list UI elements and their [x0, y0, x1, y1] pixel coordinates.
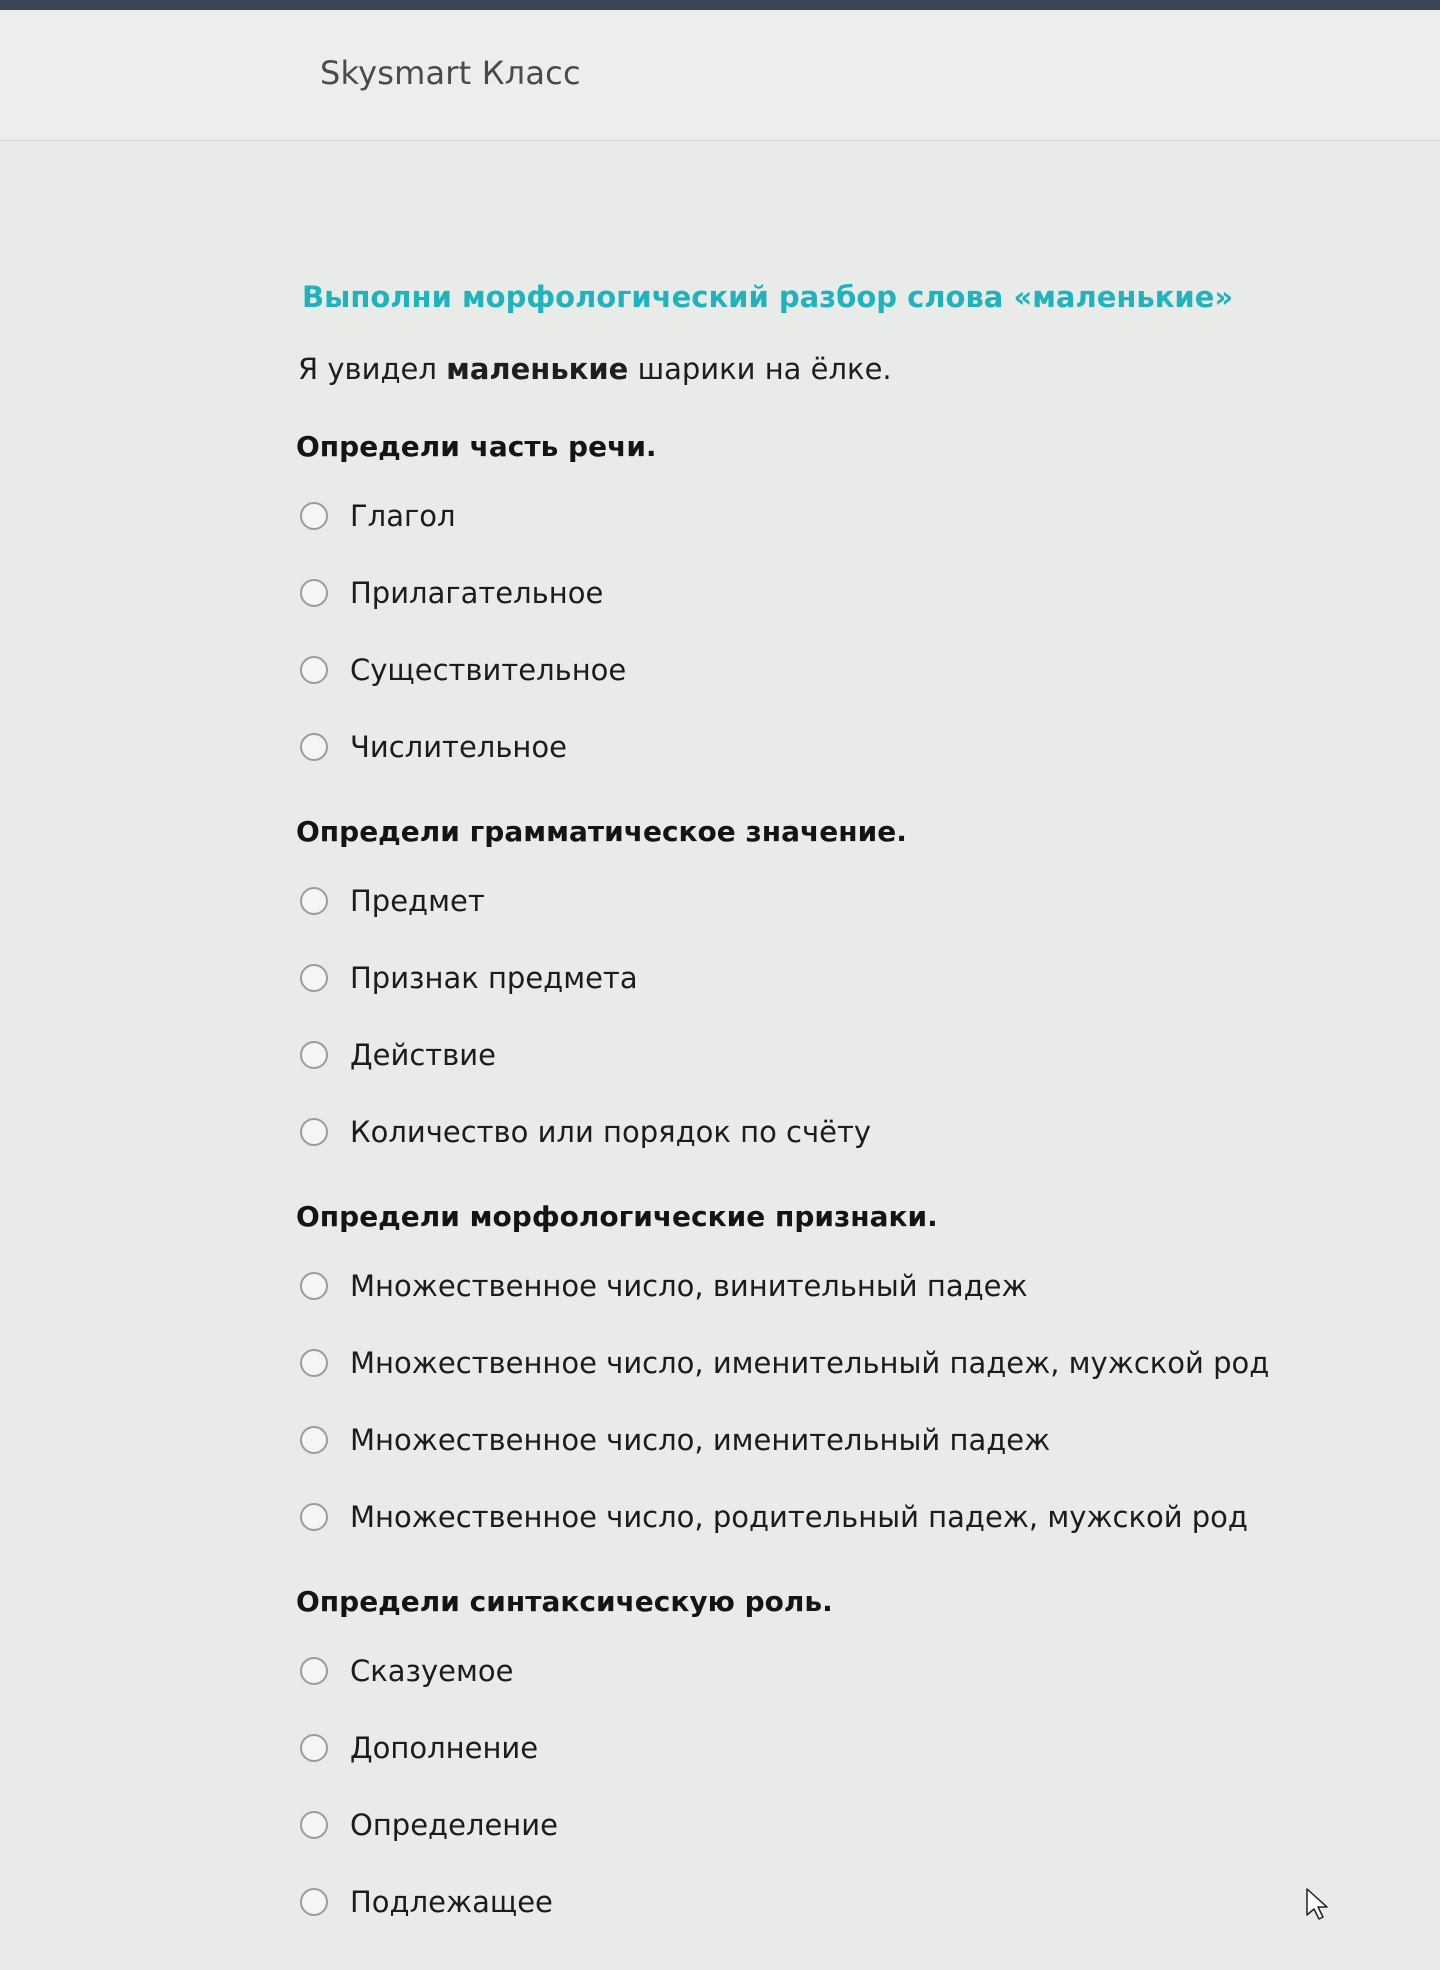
question-title: Определи синтаксическую роль.	[296, 1585, 833, 1618]
radio-circle-icon[interactable]	[300, 656, 328, 684]
option-radio[interactable]	[290, 1709, 1330, 1786]
option-label[interactable]: Существительное	[350, 652, 627, 687]
option-radio[interactable]	[290, 631, 1330, 708]
task-title: Выполни морфологический разбор слова «маленькие»	[302, 280, 1234, 314]
option-label[interactable]: Признак предмета	[350, 960, 638, 995]
window-edge	[0, 0, 1440, 10]
option-radio[interactable]	[290, 1632, 1330, 1709]
option-radio[interactable]	[290, 477, 1330, 554]
radio-circle-icon[interactable]	[300, 964, 328, 992]
option-label[interactable]: Подлежащее	[350, 1884, 553, 1919]
question-grammatical-meaning	[290, 815, 1330, 1170]
sentence-part-after: шарики на ёлке.	[628, 352, 892, 386]
option-label[interactable]: Числительное	[350, 729, 567, 764]
question-title: Определи часть речи.	[296, 430, 657, 463]
option-label[interactable]: Множественное число, именительный падеж	[350, 1422, 1051, 1457]
radio-circle-icon[interactable]	[300, 1734, 328, 1762]
option-radio[interactable]	[290, 1478, 1330, 1555]
option-label[interactable]: Множественное число, именительный падеж, мужской род	[350, 1345, 1270, 1380]
radio-circle-icon[interactable]	[300, 733, 328, 761]
option-radio[interactable]	[290, 1324, 1330, 1401]
option-radio[interactable]	[290, 1863, 1330, 1940]
brand-logo-text[interactable]: Skysmart Класс	[320, 54, 581, 92]
question-syntactic-role	[290, 1585, 1330, 1940]
option-radio[interactable]	[290, 1786, 1330, 1863]
option-label[interactable]: Определение	[350, 1807, 558, 1842]
radio-circle-icon[interactable]	[300, 579, 328, 607]
radio-circle-icon[interactable]	[300, 1426, 328, 1454]
radio-circle-icon[interactable]	[300, 1272, 328, 1300]
question-part-of-speech	[290, 430, 1330, 785]
question-title: Определи грамматическое значение.	[296, 815, 907, 848]
option-radio[interactable]	[290, 554, 1330, 631]
radio-circle-icon[interactable]	[300, 1503, 328, 1531]
radio-circle-icon[interactable]	[300, 1657, 328, 1685]
option-label[interactable]: Предмет	[350, 883, 485, 918]
sentence-part-before: Я увидел	[298, 352, 447, 386]
option-radio[interactable]	[290, 939, 1330, 1016]
radio-circle-icon[interactable]	[300, 1041, 328, 1069]
radio-circle-icon[interactable]	[300, 1349, 328, 1377]
option-label[interactable]: Прилагательное	[350, 575, 604, 610]
radio-circle-icon[interactable]	[300, 887, 328, 915]
option-label[interactable]: Множественное число, винительный падеж	[350, 1268, 1028, 1303]
option-label[interactable]: Дополнение	[350, 1730, 539, 1765]
question-morphological-features	[290, 1200, 1330, 1555]
exercise-content	[290, 280, 1330, 1970]
option-label[interactable]: Действие	[350, 1037, 496, 1072]
option-radio[interactable]	[290, 1247, 1330, 1324]
example-sentence	[298, 352, 1330, 386]
top-bar	[0, 0, 1440, 141]
option-radio[interactable]	[290, 1093, 1330, 1170]
option-radio[interactable]	[290, 1016, 1330, 1093]
radio-circle-icon[interactable]	[300, 1888, 328, 1916]
option-radio[interactable]	[290, 862, 1330, 939]
radio-circle-icon[interactable]	[300, 502, 328, 530]
radio-circle-icon[interactable]	[300, 1118, 328, 1146]
option-label[interactable]: Множественное число, родительный падеж, мужской род	[350, 1499, 1248, 1534]
option-radio[interactable]	[290, 1401, 1330, 1478]
question-title: Определи морфологические признаки.	[296, 1200, 938, 1233]
target-word: маленькие	[446, 352, 629, 386]
option-label[interactable]: Сказуемое	[350, 1653, 514, 1688]
option-label[interactable]: Глагол	[350, 498, 456, 533]
option-label[interactable]: Количество или порядок по счёту	[350, 1114, 872, 1149]
radio-circle-icon[interactable]	[300, 1811, 328, 1839]
option-radio[interactable]	[290, 708, 1330, 785]
